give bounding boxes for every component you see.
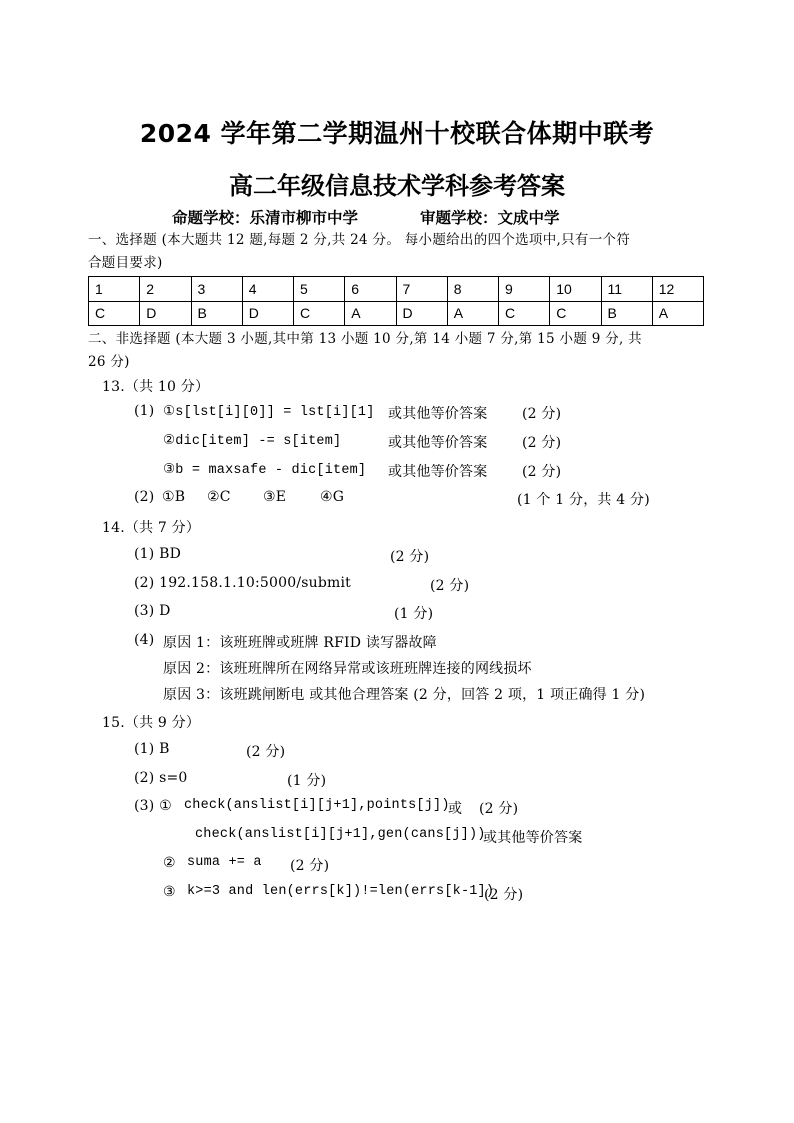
q13-title: 13.（共 10 分） [102, 379, 210, 395]
q13-part2-item: ③E [263, 489, 287, 505]
q15-part2: (2) s=0 [134, 770, 188, 786]
answer-cell: C [499, 301, 550, 326]
q13-answer2-score: (2 分) [522, 435, 562, 451]
q13-part2-item: ②C [207, 489, 231, 505]
part1-heading-line2: 合题目要求) [88, 255, 163, 271]
part2-heading-line1: 二、非选择题 (本大题 3 小题,其中第 13 小题 10 分,第 14 小题 7 分,第 15 小题 9 分, 共 [88, 331, 642, 347]
multiple-choice-answer-table [88, 276, 704, 326]
answer-cell: C [89, 301, 140, 326]
q13-answer1-note: 或其他等价答案 [388, 406, 488, 422]
answer-cell: B [191, 301, 242, 326]
q15-part1-score: (2 分) [246, 744, 286, 760]
question-number: 11 [601, 277, 652, 302]
q14-part1-score: (2 分) [390, 549, 430, 565]
answer-cell: A [652, 301, 703, 326]
answer-cell: A [345, 301, 396, 326]
q14-reason3: 原因 3：该班跳闸断电 或其他合理答案 (2 分，回答 2 项，1 项正确得 1 分) [163, 687, 646, 703]
school-info [172, 206, 560, 228]
q14-reason1: 原因 1：该班班牌或班牌 RFID 读写器故障 [163, 635, 437, 651]
question-number: 4 [242, 277, 293, 302]
reviewer-school: 审题学校：文成中学 [420, 209, 560, 227]
q13-part1-label: (1) [134, 403, 155, 419]
q15-part2-score: (1 分) [287, 773, 327, 789]
q15-part3-answer2-code: suma += a [187, 855, 262, 870]
question-number: 3 [191, 277, 242, 302]
answer-cell: D [140, 301, 191, 326]
setter-school: 命题学校：乐清市柳市中学 [172, 209, 359, 227]
q15-part3-answer3-score: (2 分) [484, 887, 524, 903]
q15-part3-answer1-code: check(anslist[i][j+1],points[j]) [184, 798, 450, 813]
question-number: 8 [447, 277, 498, 302]
part2-heading-line2: 26 分) [88, 354, 130, 370]
question-number: 12 [652, 277, 703, 302]
q15-part3-answer1-score: (2 分) [479, 801, 519, 817]
q15-part3-answer3-code: k>=3 and len(errs[k])!=len(errs[k-1]) [187, 884, 495, 899]
q15-part3-answer1-or: 或 [448, 801, 463, 817]
question-number: 9 [499, 277, 550, 302]
exam-title: 2024 学年第二学期温州十校联合体期中联考 [139, 119, 655, 148]
q14-part3-score: (1 分) [394, 606, 434, 622]
answer-cell: D [396, 301, 447, 326]
exam-subtitle: 高二年级信息技术学科参考答案 [229, 172, 565, 200]
q15-part3-answer1-alt-note: 或其他等价答案 [483, 830, 583, 846]
answer-cell: B [601, 301, 652, 326]
answer-cell: A [447, 301, 498, 326]
q14-part2-score: (2 分) [430, 578, 470, 594]
q15-part3-answer2-score: (2 分) [290, 858, 330, 874]
q14-reason2: 原因 2：该班班牌所在网络异常或该班班牌连接的网线损坏 [163, 661, 532, 677]
q15-part3-answer2-label: ② [163, 855, 176, 871]
q13-answer2-code: ②dic[item] -= s[item] [163, 434, 342, 449]
q14-title: 14.（共 7 分） [102, 520, 201, 536]
q15-title: 15.（共 9 分） [102, 715, 201, 731]
answer-cell: C [294, 301, 345, 326]
question-number: 7 [396, 277, 447, 302]
part1-heading-line1: 一、选择题 (本大题共 12 题,每题 2 分,共 24 分。 每小题给出的四个选项中,只有一个符 [88, 232, 631, 248]
q13-part2-score: (1 个 1 分，共 4 分) [517, 492, 650, 508]
q13-answer1-code: ①s[lst[i][0]] = lst[i][1] [163, 405, 375, 420]
q15-part3-answer1-alt-code: check(anslist[i][j+1],gen(cans[j])) [195, 827, 486, 842]
q15-part1: (1) B [134, 741, 170, 757]
question-number: 5 [294, 277, 345, 302]
q13-part2-item: ①B [162, 489, 186, 505]
q14-part1: (1) BD [134, 546, 181, 562]
question-number: 6 [345, 277, 396, 302]
q13-part2-label: (2) [134, 489, 155, 505]
question-number: 10 [550, 277, 601, 302]
question-number: 1 [89, 277, 140, 302]
q15-part3-answer3-label: ③ [163, 884, 176, 900]
answer-cell: C [550, 301, 601, 326]
q13-answer3-code: ③b = maxsafe - dic[item] [163, 463, 367, 478]
question-number-row [89, 277, 704, 302]
q14-part3: (3) D [134, 603, 171, 619]
q13-answer3-note: 或其他等价答案 [388, 464, 488, 480]
answer-cell: D [242, 301, 293, 326]
q13-answer1-score: (2 分) [522, 406, 562, 422]
question-number: 2 [140, 277, 191, 302]
q13-answer2-note: 或其他等价答案 [388, 435, 488, 451]
q14-part2: (2) 192.158.1.10:5000/submit [134, 575, 352, 591]
q13-answer3-score: (2 分) [522, 464, 562, 480]
answer-row [89, 301, 704, 326]
q15-part3-label: (3) ① [134, 798, 172, 814]
q13-part2-item: ④G [320, 489, 345, 505]
q14-part4-label: (4) [134, 632, 155, 648]
